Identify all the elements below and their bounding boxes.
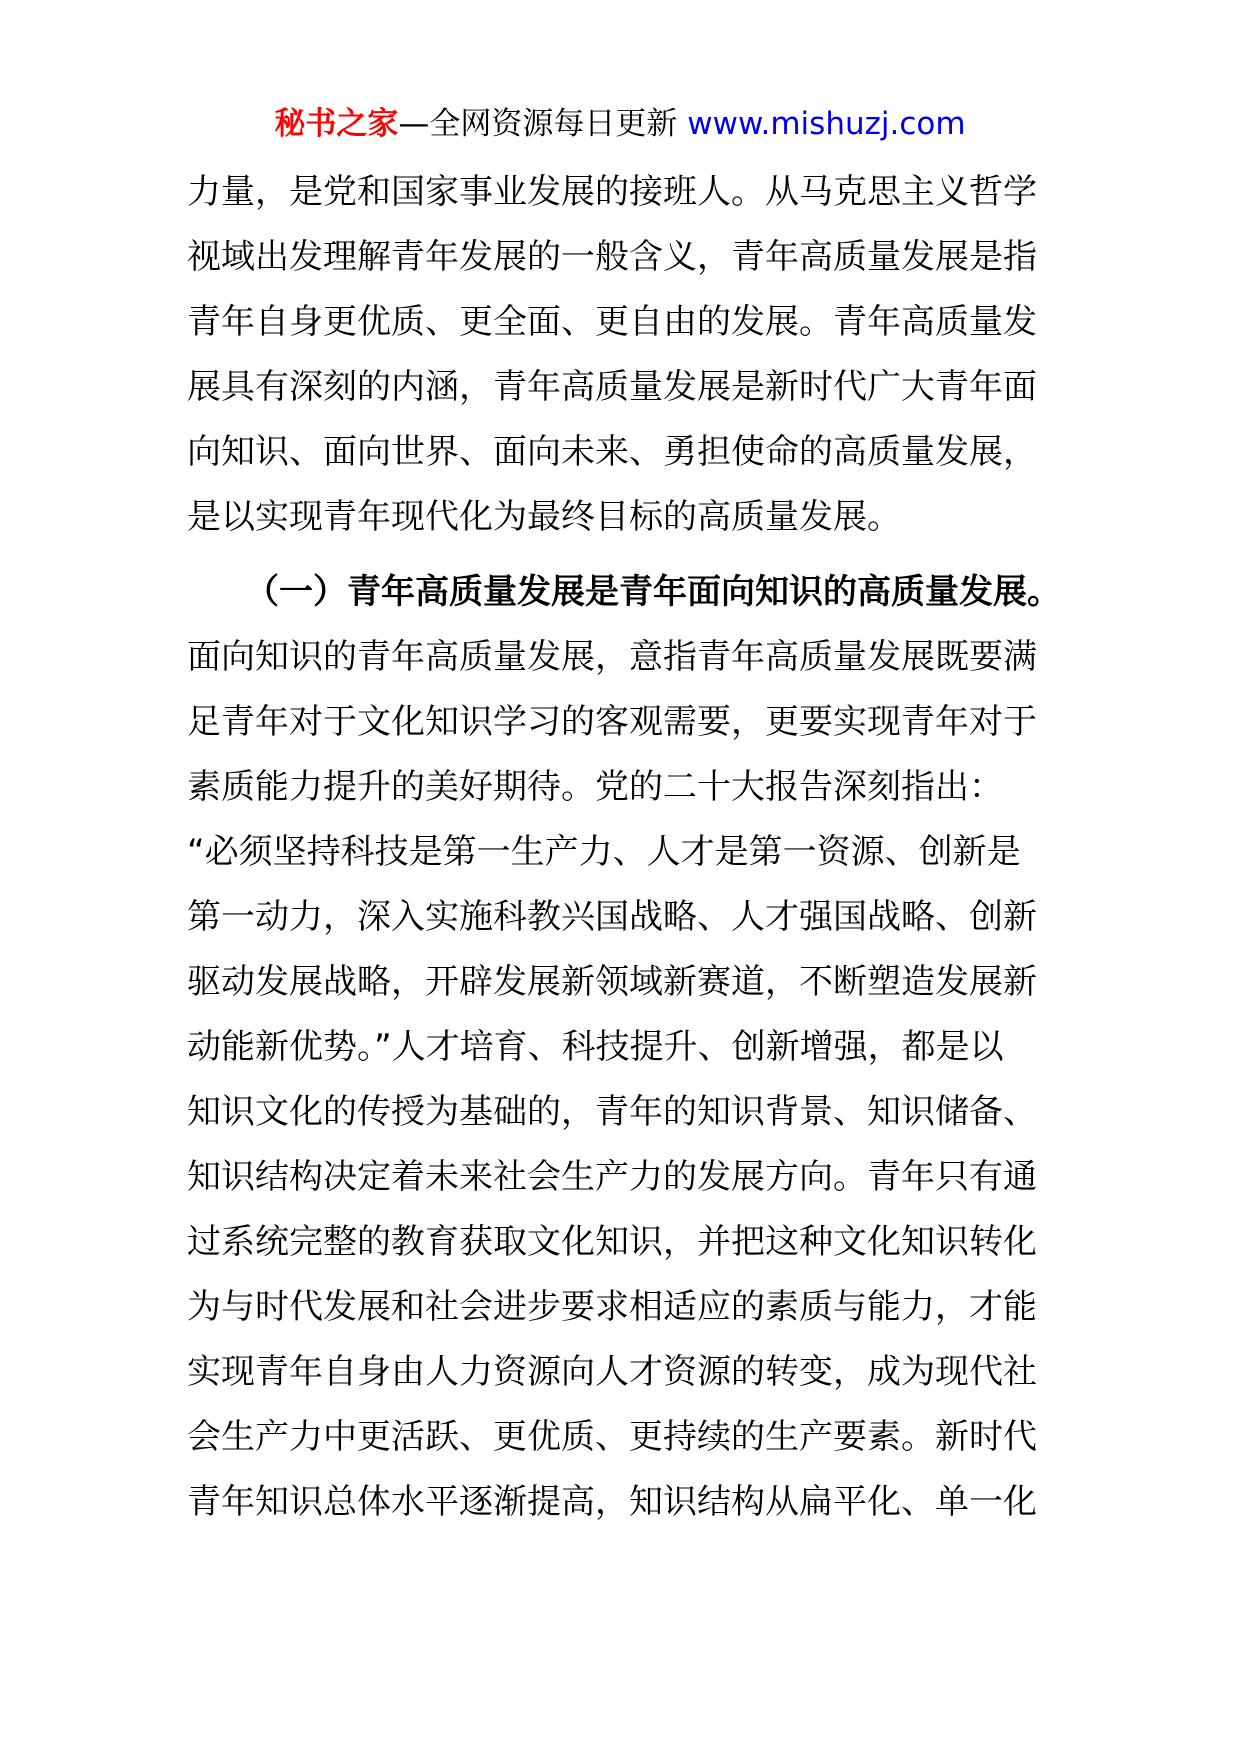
text-line: 素质能力提升的美好期待。党的二十大报告深刻指出： [187,767,1003,807]
text-line: 知识结构决定着未来社会生产力的发展方向。青年只有通 [187,1157,1037,1197]
text-line: 会生产力中更活跃、更优质、更持续的生产要素。新时代 [187,1417,1037,1457]
text-line: 动能新优势。”人才培育、科技提升、创新增强，都是以 [187,1027,1004,1067]
text-line: 青年知识总体水平逐渐提高，知识结构从扁平化、单一化 [187,1482,1037,1522]
site-brand: 秘书之家 [274,106,399,142]
text-line: 足青年对于文化知识学习的客观需要，更要实现青年对于 [187,702,1037,742]
paragraph-knowledge [187,625,1057,1535]
page-header [0,104,1240,144]
text-line: “必须坚持科技是第一生产力、人才是第一资源、创新是 [187,832,1021,872]
site-slogan: —全网资源每日更新 [398,106,688,142]
section-heading: （一）青年高质量发展是青年面向知识的高质量发展。 [245,572,1061,612]
text-line: 为与时代发展和社会进步要求相适应的素质与能力，才能 [187,1287,1037,1327]
text-line: 青年自身更优质、更全面、更自由的发展。青年高质量发 [187,302,1037,342]
text-line: 面向知识的青年高质量发展，意指青年高质量发展既要满 [187,637,1037,677]
text-line: 过系统完整的教育获取文化知识，并把这种文化知识转化 [187,1222,1037,1262]
text-line: 展具有深刻的内涵，青年高质量发展是新时代广大青年面 [187,367,1037,407]
document-body [187,160,1061,1535]
paragraph-intro [187,160,1057,550]
text-line: 向知识、面向世界、面向未来、勇担使命的高质量发展， [187,432,1037,472]
text-line: 知识文化的传授为基础的，青年的知识背景、知识储备、 [187,1092,1037,1132]
text-line: 驱动发展战略，开辟发展新领域新赛道，不断塑造发展新 [187,962,1037,1002]
text-line: 是以实现青年现代化为最终目标的高质量发展。 [187,497,901,537]
text-line: 力量，是党和国家事业发展的接班人。从马克思主义哲学 [187,172,1037,212]
text-line: 第一动力，深入实施科教兴国战略、人才强国战略、创新 [187,897,1037,937]
site-url-link[interactable]: www.mishuzj.com [687,106,966,142]
text-line: 视域出发理解青年发展的一般含义，青年高质量发展是指 [187,237,1037,277]
text-line: 实现青年自身由人力资源向人才资源的转变，成为现代社 [187,1352,1037,1392]
